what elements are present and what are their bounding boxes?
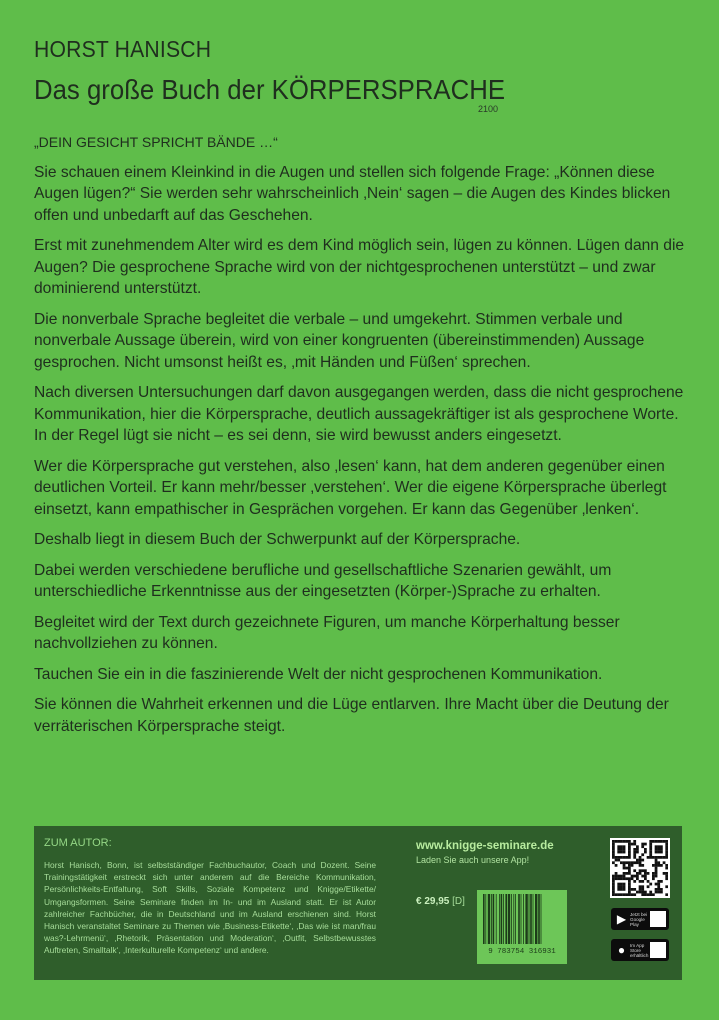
blurb-paragraph: Tauchen Sie ein in die faszinierende Welt der nicht gesprochenen Kommunikation. (34, 665, 603, 683)
price-country: [D] (452, 896, 465, 907)
blurb-paragraph: Wer die Körpersprache gut verstehen, also ‚lesen‘ kann, hat dem anderen gegenüber einen deutlichen Vorteil. Er kann mehr/besser ‚verstehen‘. Wer die eigene Körpersprache überlegt einsetzt, kann empathischer in Gesprächen vorgehen. Er kann das Gegenüber ‚lenken‘. (34, 457, 667, 518)
qr-code-pattern (612, 840, 668, 896)
apple-badge-text: Im App Store erhältlich (630, 943, 649, 958)
mini-qr-icon (650, 911, 666, 927)
blurb-paragraph: Die nonverbale Sprache begleitet die verbale – und umgekehrt. Stimmen verbale und nonverbale Aussage überein, wird von einer kongruenten (übereinstimmenden) Aussage gesprochen. Nicht umsonst heißt es, ‚mit Händen und Füßen‘ sprechen. (34, 310, 645, 371)
blurb-paragraph: Sie schauen einem Kleinkind in die Augen und stellen sich folgende Frage: „Können diese Augen lügen?“ Sie werden sehr wahrscheinlich ‚Nein‘ sagen – die Augen des Kindes blicken offen und unbedarft auf das Geschehen. (34, 163, 671, 224)
price-value: € 29,95 (416, 896, 450, 907)
google-badge-text: Jetzt bei Google Play (630, 912, 648, 927)
mini-qr-icon (650, 942, 666, 958)
edition-number: 2100 (478, 104, 499, 114)
apple-icon: ● (617, 943, 626, 957)
blurb-paragraph: Nach diversen Untersuchungen darf davon ausgegangen werden, dass die nicht gesprochene Kommunikation, hier die Körpersprache, deutlich aussagekräftiger ist als gesprochene Worte. In der Regel lügt sie nicht – es sei denn, sie wird bewusst anders eingesetzt. (34, 384, 684, 444)
price (416, 896, 465, 907)
blurb-paragraph: Begleitet wird der Text durch gezeichnete Figuren, um manche Körperhaltung besser nachvollziehen zu können. (34, 613, 620, 652)
barcode-bars (481, 894, 563, 948)
blurb (34, 132, 686, 746)
qr-code-icon[interactable] (610, 838, 670, 898)
google-play-badge[interactable] (611, 908, 669, 930)
app-store-badge[interactable] (611, 939, 669, 961)
blurb-headline: „DEIN GESICHT SPRICHT BÄNDE …“ (34, 134, 278, 150)
website-link[interactable]: www.knigge-seminare.de (416, 840, 554, 852)
blurb-paragraph: Dabei werden verschiedene berufliche und gesellschaftliche Szenarien gewählt, um unterschiedliche Erkenntnisse aus der eingesetzten (Körper-)Sprache zu erhalten. (34, 561, 612, 600)
isbn-digits: 9 783754 316931 (488, 948, 556, 956)
footer-panel (34, 826, 682, 980)
author-name: HORST HANISCH (34, 36, 212, 62)
blurb-paragraph: Sie können die Wahrheit erkennen und die Lüge entlarven. Ihre Macht über die Deutung der verräterischen Körpersprache steigt. (34, 696, 669, 735)
about-author-label: ZUM AUTOR: (44, 837, 112, 849)
about-author-text: Horst Hanisch, Bonn, ist selbstständiger Fachbuchautor, Coach und Dozent. Seine Trainingstätigkeit erstreckt sich unter anderem auf die Bereiche Kommunikation, Persönlichkeits-Entfaltung, Soft Skills, Soziale Kompetenz und Knigge/Etikette/ Umgangsformen. Seine Seminare finden im In- und im Ausland statt. Er ist Autor zahlreicher Fachbücher, die in Deutschland und im Ausland erschienen sind. Horst Hanisch veranstaltet Seminare zu Themen wie ‚Business-Etikette‘, ‚Das wie ist man/frau was?-Lehrmenü‘, ‚Rhetorik, Präsentation und Moderation‘, ‚Outfit, Selbstbewusstes Auftreten, Smalltalk‘, ‚Interkulturelle Kompetenz‘ und andere. (44, 860, 376, 956)
app-hint: Laden Sie auch unsere App! (416, 855, 530, 865)
book-title: Das große Buch der KÖRPERSPRACHE (34, 74, 506, 105)
play-store-icon: ▶ (616, 912, 627, 926)
blurb-paragraph: Erst mit zunehmendem Alter wird es dem Kind möglich sein, lügen zu können. Lügen dann die Augen? Die gesprochene Sprache wird von der nichtgesprochenen unterstützt – und zwar dominierend unterstützt. (34, 237, 685, 297)
blurb-paragraph: Deshalb liegt in diesem Buch der Schwerpunkt auf der Körpersprache. (34, 531, 521, 548)
